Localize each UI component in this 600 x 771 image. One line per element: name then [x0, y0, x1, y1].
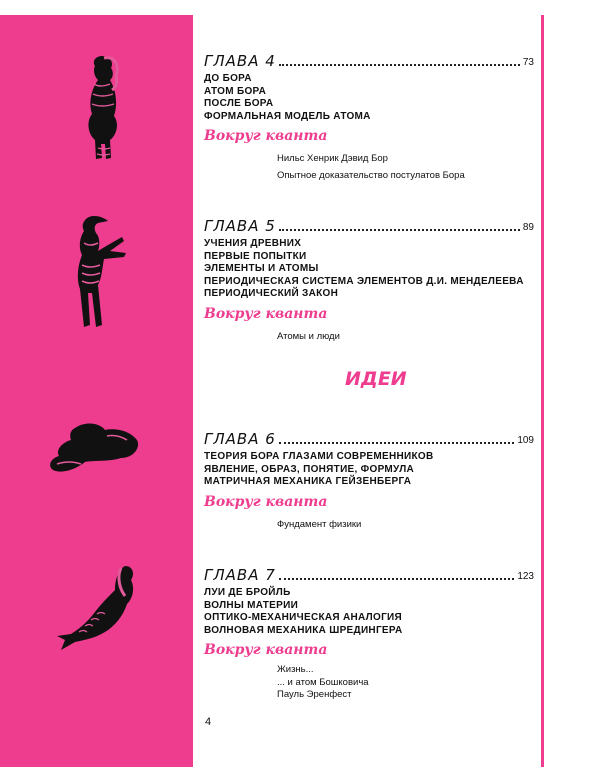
chapter-6-block: [204, 428, 534, 533]
chapter-item: ВОЛНЫ МАТЕРИИ: [204, 599, 299, 611]
chapter-item: ЭЛЕМЕНТЫ И АТОМЫ: [204, 263, 319, 275]
chapter-title: ГЛАВА 6: [204, 430, 276, 448]
chapter-item: ЯВЛЕНИЕ, ОБРАЗ, ПОНЯТИЕ, ФОРМУЛА: [204, 463, 415, 475]
chapter-heading: [204, 428, 534, 448]
chapter-page-number: 123: [517, 571, 534, 582]
chapter-7-block: [204, 564, 534, 702]
chapter-title: ГЛАВА 7: [204, 566, 276, 584]
chapter-page-number: 89: [522, 222, 534, 233]
sub-item: Атомы и люди: [277, 330, 340, 342]
around-quantum-heading: Вокруг кванта: [204, 493, 328, 510]
reclining-figure-illustration: [45, 418, 145, 478]
dot-leader: [279, 442, 515, 444]
chapter-page-number: 109: [517, 435, 534, 446]
sub-item: Жизнь...: [277, 664, 314, 676]
chapter-items: [204, 451, 534, 489]
chapter-item: ТЕОРИЯ БОРА ГЛАЗАМИ СОВРЕМЕННИКОВ: [204, 451, 434, 462]
chapter-page-number: 73: [522, 57, 534, 68]
sub-item: Нильс Хенрик Дэвид Бор: [277, 153, 388, 165]
dot-leader: [279, 229, 520, 231]
chapter-items: [204, 587, 534, 637]
around-quantum-list: [277, 150, 534, 184]
around-quantum-heading: Вокруг кванта: [204, 642, 328, 659]
mermaid-illustration: [55, 562, 145, 652]
chapter-item: ФОРМАЛЬНАЯ МОДЕЛЬ АТОМА: [204, 110, 371, 122]
standing-figure-illustration: [80, 54, 125, 162]
chapter-item: ЛУИ ДЕ БРОЙЛЬ: [204, 587, 291, 598]
around-quantum-list: [277, 328, 534, 345]
sub-item: Фундамент физики: [277, 518, 362, 530]
chapter-5-block: [204, 215, 534, 345]
chapter-item: АТОМ БОРА: [204, 85, 267, 97]
dot-leader: [279, 578, 515, 580]
around-quantum-heading: Вокруг кванта: [204, 128, 328, 145]
chapter-heading: [204, 564, 534, 584]
sub-item: ... и атом Бошковича: [277, 676, 369, 688]
dot-leader: [279, 64, 520, 66]
chapter-heading: [204, 50, 534, 70]
chapter-title: ГЛАВА 4: [204, 52, 276, 70]
chapter-item: ПЕРВЫЕ ПОПЫТКИ: [204, 250, 307, 262]
chapter-items: [204, 73, 534, 123]
chapter-item: ПОСЛЕ БОРА: [204, 98, 274, 110]
around-quantum-list: [277, 664, 534, 702]
chapter-item: ПЕРИОДИЧЕСКАЯ СИСТЕМА ЭЛЕМЕНТОВ Д.И. МЕНДЕЛЕЕВА: [204, 275, 524, 287]
page-number: 4: [205, 716, 212, 728]
chapter-item: ОПТИКО-МЕХАНИЧЕСКАЯ АНАЛОГИЯ: [204, 612, 403, 624]
chapter-heading: [204, 215, 534, 235]
around-quantum-list: [277, 516, 534, 533]
chapter-4-block: [204, 50, 534, 184]
chapter-item: УЧЕНИЯ ДРЕВНИХ: [204, 238, 302, 249]
around-quantum-heading: Вокруг кванта: [204, 305, 328, 322]
bird-headed-figure-illustration: [64, 213, 134, 333]
sub-item: Опытное доказательство постулатов Бора: [277, 170, 465, 182]
chapter-items: [204, 238, 534, 301]
sub-item: Пауль Эренфест: [277, 689, 352, 701]
chapter-item: ДО БОРА: [204, 73, 252, 84]
chapter-title: ГЛАВА 5: [204, 217, 276, 235]
right-margin-rule: [541, 15, 544, 767]
section-title: ИДЕИ: [345, 368, 407, 390]
chapter-item: МАТРИЧНАЯ МЕХАНИКА ГЕЙЗЕНБЕРГА: [204, 476, 412, 488]
chapter-item: ПЕРИОДИЧЕСКИЙ ЗАКОН: [204, 288, 339, 300]
chapter-item: ВОЛНОВАЯ МЕХАНИКА ШРЕДИНГЕРА: [204, 624, 403, 636]
